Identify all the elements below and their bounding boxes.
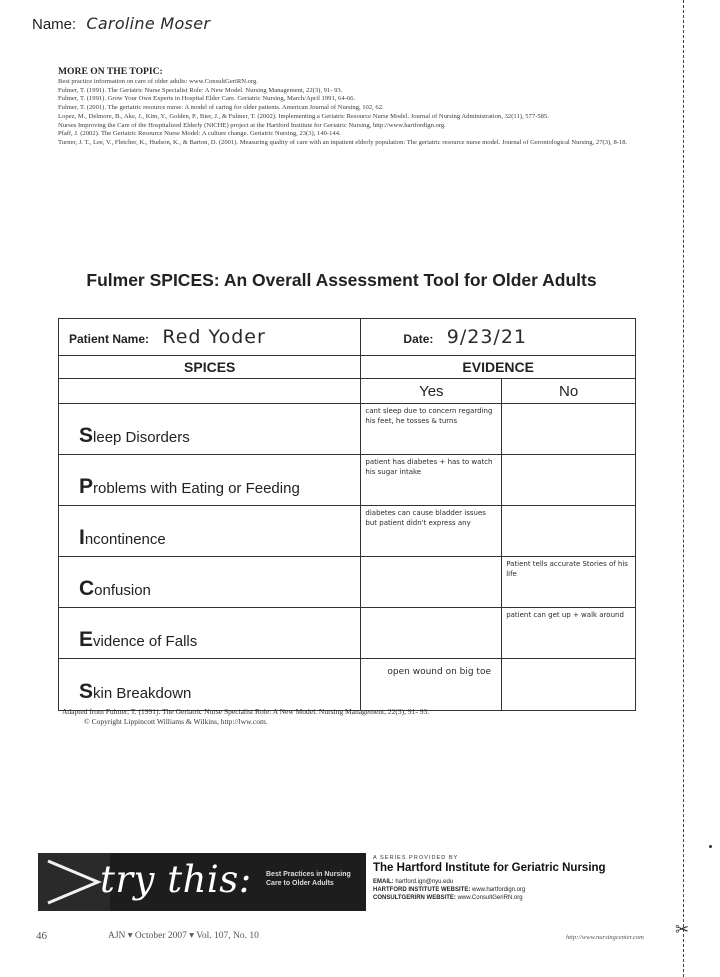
consultgerirn-website-link[interactable]: www.ConsultGeriRN.org <box>457 895 523 901</box>
series-credits <box>373 855 673 902</box>
date-handwriting: 9/23/21 <box>446 326 528 348</box>
arrow-logo-icon <box>44 857 104 907</box>
no-evidence-cell <box>502 659 636 711</box>
try-this-banner <box>38 853 366 911</box>
yes-evidence-cell: cant sleep due to concern regarding his feet, he tosses & turns <box>361 404 502 455</box>
reference-item: Lopez, M., Delmore, B., Ake, J., Kim, Y., Golden, P., Bier, J., & Fulmer, T. (2002). Implementing a Geriatric Resource Nurse Model. Journal of Nursing Administration, 32(11), 577-585. <box>58 112 549 120</box>
item-evidence-of-falls: Evidence of Falls <box>59 608 361 659</box>
item-skin-breakdown: Skin Breakdown <box>59 659 361 711</box>
student-name-line <box>32 14 210 33</box>
form-title: Fulmer SPICES: An Overall Assessment Tool for Older Adults <box>86 270 597 290</box>
date-cell <box>361 319 636 356</box>
patient-name-cell <box>59 319 361 356</box>
no-evidence-cell: Patient tells accurate Stories of his life <box>502 557 636 608</box>
yes-column-header: Yes <box>361 379 502 404</box>
spices-column-header: SPICES <box>59 356 361 379</box>
attribution-block <box>62 707 582 727</box>
reference-item: Fulmer, T. (1991). The Geriatric Nurse Specialist Role: A New Model. Nursing Management, 22(3), 91- 93. <box>58 86 343 94</box>
no-column-header: No <box>502 379 636 404</box>
student-name-handwriting: Caroline Moser <box>86 14 211 33</box>
banner-tagline: Best Practices in Nursing Care to Older Adults <box>266 871 351 887</box>
item-incontinence: Incontinence <box>59 506 361 557</box>
yes-evidence-cell <box>361 557 502 608</box>
item-sleep-disorders: Sleep Disorders <box>59 404 361 455</box>
copyright-text: © Copyright Lippincott Williams & Wilkins, http://lww.com. <box>84 717 268 726</box>
evidence-column-header: EVIDENCE <box>361 356 636 379</box>
site-url[interactable]: http://www.nursingcenter.com <box>566 934 644 941</box>
contact-lines: EMAIL: hartford.ign@nyu.edu HARTFORD INSTITUTE WEBSITE: www.hartfordign.org CONSULTGERIRN WEBSITE: www.ConsultGeriRN.org <box>373 879 526 901</box>
reference-item: Best practice information on care of older adults: www.ConsultGeriRN.org. <box>58 78 258 85</box>
table-row <box>59 608 636 659</box>
page-number: 46 <box>36 930 47 942</box>
no-evidence-cell: patient can get up + walk around <box>502 608 636 659</box>
no-evidence-cell <box>502 506 636 557</box>
yes-evidence-cell <box>361 608 502 659</box>
cut-line <box>683 0 684 977</box>
name-label: Name: <box>32 16 77 33</box>
reference-item: Nurses Improving the Care of the Hospitalized Elderly (NICHE) project at the Hartford Institute for Geriatric Nursing, http://www.hartfordign.org. <box>58 121 446 129</box>
scissors-icon: ✂ <box>675 920 690 939</box>
reference-item: Turner, J. T., Lee, V., Fletcher, K., Hudson, K., & Barton, D. (2001). Measuring quality of care with an inpatient elderly population: The geriatric resource nurse model. Journal of Gerontological Nursing, 27(3), 8-18. <box>58 138 628 146</box>
date-label: Date: <box>403 332 434 346</box>
table-row <box>59 455 636 506</box>
table-row <box>59 557 636 608</box>
journal-citation: AJN ▾ October 2007 ▾ Vol. 107, No. 10 <box>108 931 259 941</box>
patient-name-label: Patient Name: <box>69 332 150 346</box>
yes-evidence-cell: patient has diabetes + has to watch his sugar intake <box>361 455 502 506</box>
reference-item: Fulmer, T. (1991). Grow Your Own Experts in Hospital Elder Care. Geriatric Nursing, March/April 1991, 64-66. <box>58 95 356 103</box>
no-evidence-cell <box>502 404 636 455</box>
yes-evidence-cell: open wound on big toe <box>361 659 502 711</box>
email-link[interactable]: hartford.ign@nyu.edu <box>395 879 454 885</box>
hartford-website-link[interactable]: www.hartfordign.org <box>472 887 526 893</box>
margin-dot <box>709 845 712 848</box>
institute-name: The Hartford Institute for Geriatric Nursing <box>373 862 606 874</box>
empty-header-cell <box>59 379 361 404</box>
table-row <box>59 404 636 455</box>
table-row <box>59 659 636 711</box>
patient-name-handwriting: Red Yoder <box>162 326 266 348</box>
spices-table <box>58 318 636 711</box>
adapted-from-text: Adapted from Fulmer, T. (1991). The Geriatric Nurse Specialist Role: A New Model. Nursing Management, 22(3), 91- 93. <box>62 707 430 716</box>
series-label: A SERIES PROVIDED BY <box>373 855 459 861</box>
reference-item: Pfaff, J. (2002). The Geriatric Resource Nurse Model: A culture change. Geriatric Nursing, 23(3), 140-144. <box>58 130 341 138</box>
references-block <box>58 66 648 148</box>
try-this-logo-text: try this: <box>100 858 252 901</box>
item-eating-feeding: Problems with Eating or Feeding <box>59 455 361 506</box>
no-evidence-cell <box>502 455 636 506</box>
reference-item: Fulmer, T. (2001). The geriatric resource nurse: A model of caring for older patients. American Journal of Nursing, 102, 62. <box>58 104 384 112</box>
references-heading: MORE ON THE TOPIC: <box>58 66 163 77</box>
table-row <box>59 506 636 557</box>
yes-evidence-cell: diabetes can cause bladder issues but patient didn't express any <box>361 506 502 557</box>
item-confusion: Confusion <box>59 557 361 608</box>
